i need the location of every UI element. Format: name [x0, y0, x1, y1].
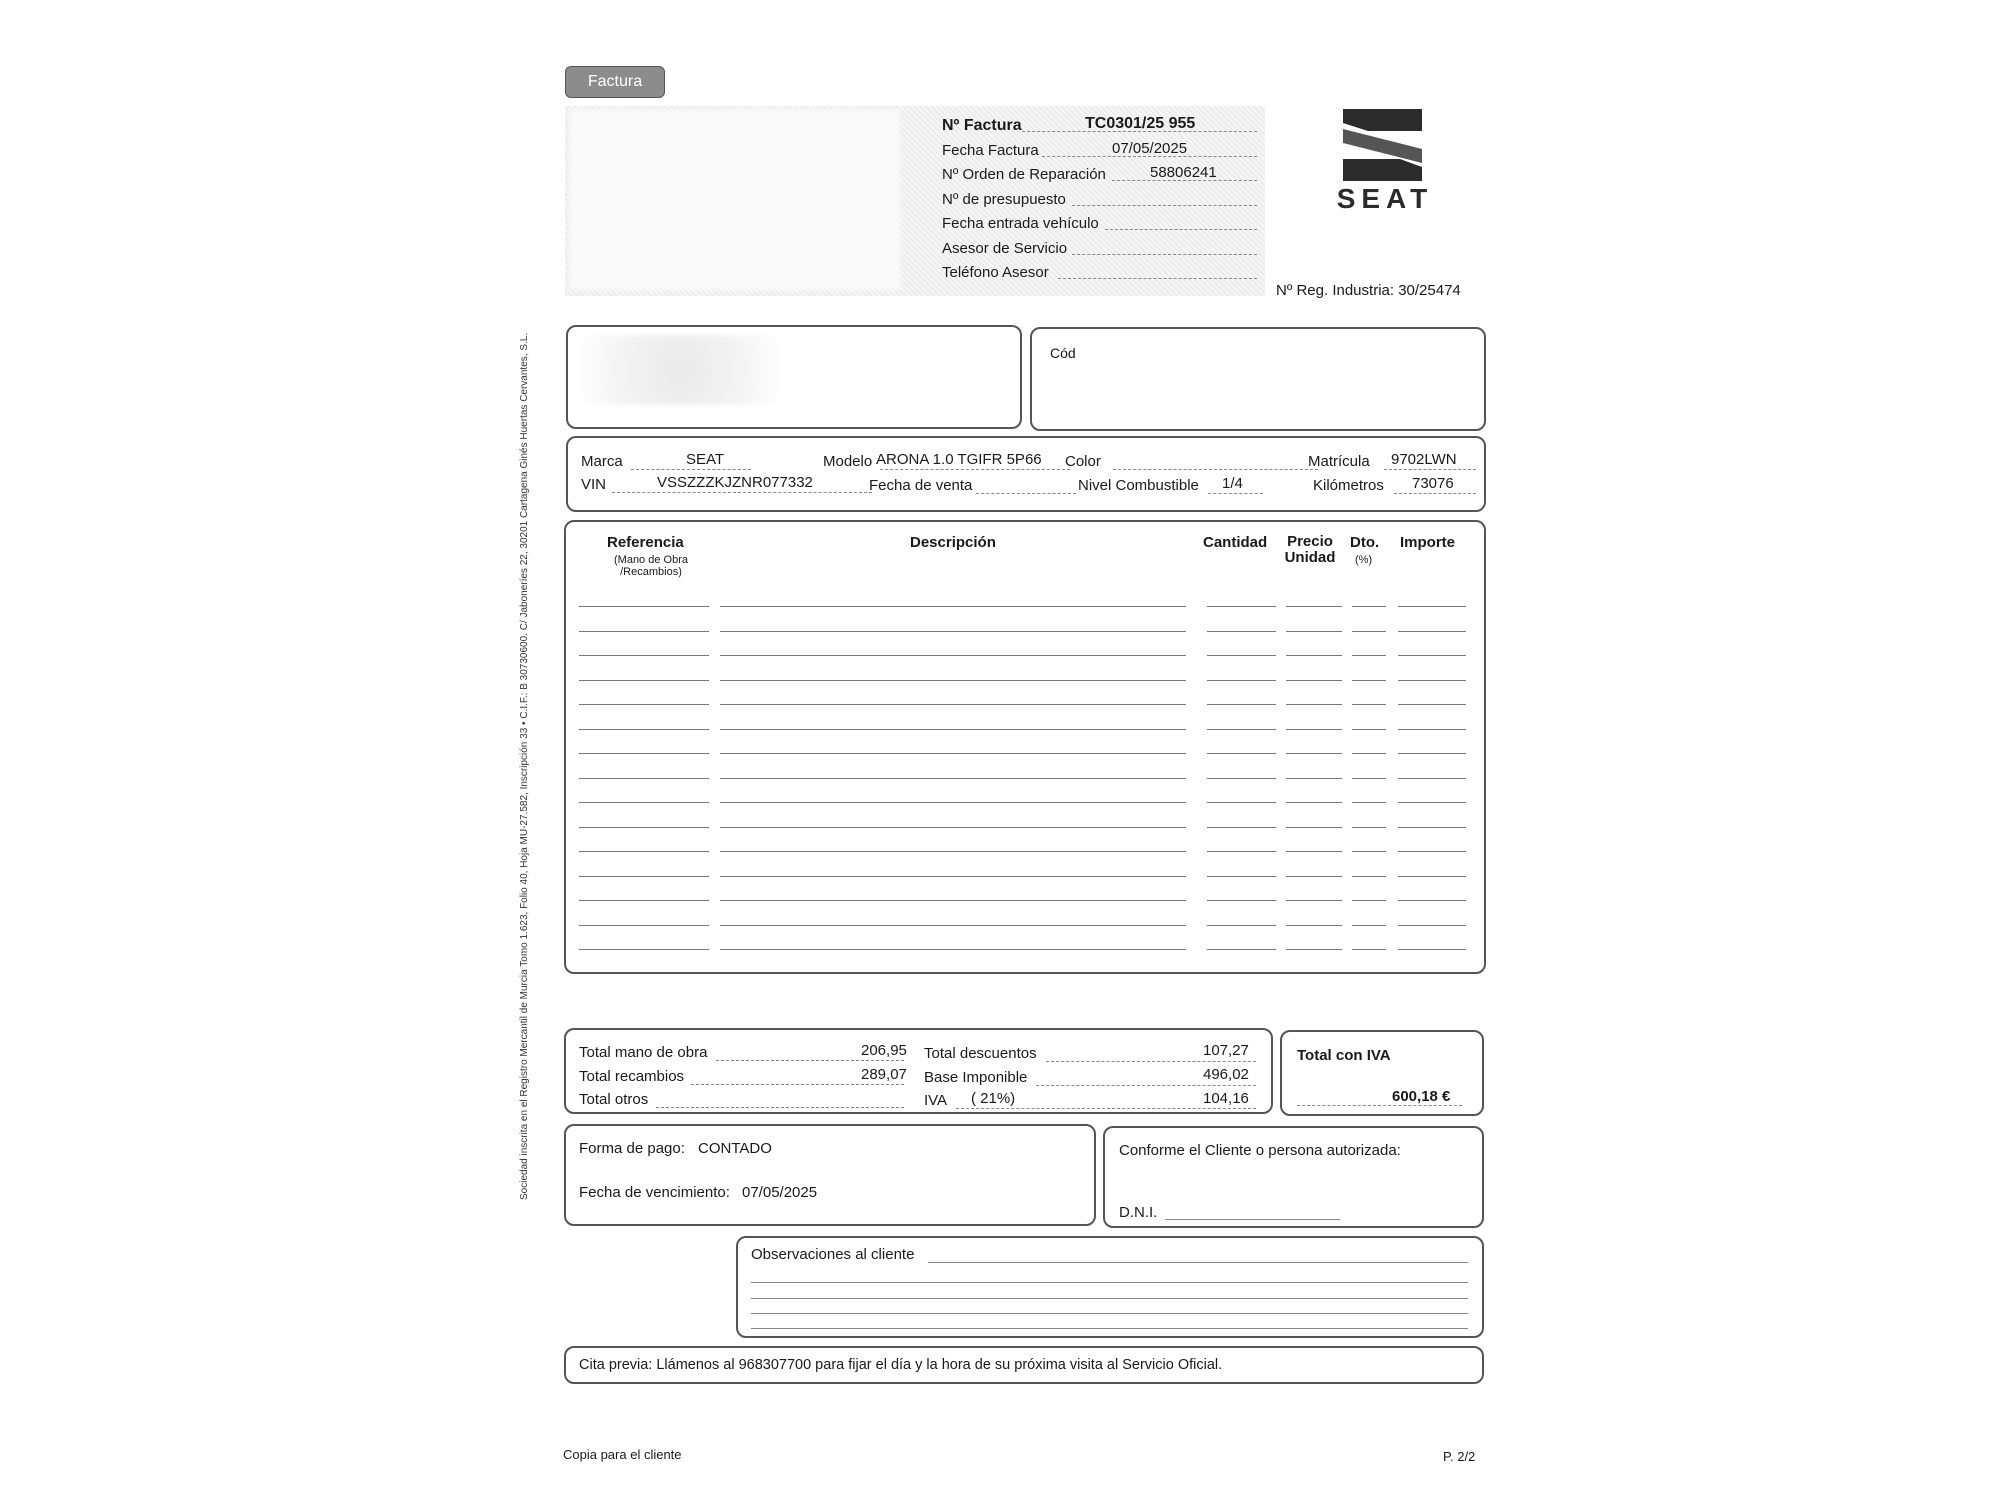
- table-row-line: [579, 680, 709, 681]
- table-row-line: [720, 925, 1186, 926]
- table-row-line: [579, 753, 709, 754]
- invoice-number-label: Nº Factura: [942, 117, 1022, 134]
- table-row-line: [720, 949, 1186, 950]
- table-row-line: [1398, 851, 1466, 852]
- table-row-line: [1398, 704, 1466, 705]
- table-row-line: [1286, 778, 1342, 779]
- invoice-date-label: Fecha Factura: [942, 142, 1039, 159]
- table-row-line: [1398, 631, 1466, 632]
- table-row-line: [1352, 704, 1386, 705]
- table-row-line: [720, 802, 1186, 803]
- table-row-line: [720, 704, 1186, 705]
- table-row-line: [1286, 851, 1342, 852]
- table-row-line: [1352, 900, 1386, 901]
- table-row-line: [1352, 729, 1386, 730]
- model-label: Modelo: [823, 453, 873, 470]
- col-descripcion: Descripción: [910, 534, 996, 551]
- table-row-line: [1352, 778, 1386, 779]
- col-dto-sub: (%): [1355, 554, 1373, 566]
- table-row-line: [1207, 876, 1276, 877]
- table-row-line: [1286, 606, 1342, 607]
- table-row-line: [1286, 827, 1342, 828]
- customer-approval-box: [1103, 1126, 1484, 1228]
- table-row-line: [1352, 851, 1386, 852]
- table-row-line: [579, 876, 709, 877]
- table-row-line: [1352, 606, 1386, 607]
- table-row-line: [1286, 655, 1342, 656]
- appointment-notice: Cita previa: Llámenos al 968307700 para fijar el día y la hora de su próxima visita al Servicio Oficial.: [579, 1357, 1223, 1373]
- parts-total-label: Total recambios: [579, 1068, 685, 1085]
- table-row-line: [1398, 827, 1466, 828]
- table-row-line: [579, 606, 709, 607]
- table-row-line: [1398, 729, 1466, 730]
- table-row-line: [1207, 802, 1276, 803]
- payment-method-label: Forma de pago:: [579, 1140, 685, 1157]
- table-row-line: [1207, 631, 1276, 632]
- table-row-line: [1398, 900, 1466, 901]
- parts-total-value: 289,07: [861, 1066, 907, 1083]
- table-row-line: [720, 606, 1186, 607]
- observations-label: Observaciones al cliente: [751, 1246, 915, 1263]
- table-row-line: [1352, 655, 1386, 656]
- table-row-line: [1286, 925, 1342, 926]
- items-table: [564, 520, 1486, 974]
- plate-value: 9702LWN: [1391, 451, 1457, 468]
- table-row-line: [1207, 704, 1276, 705]
- totals-box: [564, 1028, 1273, 1114]
- labor-total-value: 206,95: [861, 1042, 907, 1059]
- dni-label: D.N.I.: [1119, 1204, 1158, 1221]
- col-referencia: Referencia: [607, 534, 684, 551]
- table-row-line: [579, 778, 709, 779]
- table-row-line: [720, 655, 1186, 656]
- redacted-client-data: [580, 335, 780, 405]
- table-row-line: [720, 876, 1186, 877]
- table-row-line: [1398, 876, 1466, 877]
- copy-label: Copia para el cliente: [563, 1447, 682, 1462]
- customer-approval-label: Conforme el Cliente o persona autorizada:: [1119, 1142, 1401, 1159]
- table-row-line: [579, 949, 709, 950]
- table-row-line: [1286, 949, 1342, 950]
- client-code-box: [1030, 327, 1486, 431]
- observations-box: [736, 1236, 1484, 1338]
- table-row-line: [579, 704, 709, 705]
- taxable-base-label: Base Imponible: [924, 1069, 1028, 1086]
- table-row-line: [1207, 655, 1276, 656]
- table-row-line: [1352, 876, 1386, 877]
- table-row-line: [720, 631, 1186, 632]
- table-row-line: [579, 851, 709, 852]
- vin-value: VSSZZZKJZNR077332: [657, 474, 813, 491]
- labor-total-label: Total mano de obra: [579, 1044, 708, 1061]
- repair-order-label: Nº Orden de Reparación: [942, 166, 1106, 183]
- client-code-label: Cód: [1050, 345, 1076, 361]
- table-row-line: [1398, 802, 1466, 803]
- table-row-line: [720, 900, 1186, 901]
- table-row-line: [579, 655, 709, 656]
- fuel-level-label: Nivel Combustible: [1078, 477, 1199, 494]
- table-row-line: [1352, 827, 1386, 828]
- brand-label: Marca: [581, 453, 623, 470]
- repair-order-value: 58806241: [1150, 164, 1217, 181]
- table-row-line: [1398, 753, 1466, 754]
- col-cantidad: Cantidad: [1203, 534, 1268, 551]
- table-row-line: [1286, 876, 1342, 877]
- table-row-line: [1286, 680, 1342, 681]
- table-row-line: [1207, 729, 1276, 730]
- table-row-line: [1286, 729, 1342, 730]
- grand-total-value: 600,18 €: [1392, 1088, 1451, 1105]
- invoice-date-value: 07/05/2025: [1112, 140, 1188, 157]
- table-row-line: [1207, 753, 1276, 754]
- table-row-line: [1207, 827, 1276, 828]
- table-row-line: [720, 778, 1186, 779]
- vehicle-info-box: [566, 436, 1486, 512]
- grand-total-box: [1280, 1030, 1484, 1116]
- others-total-label: Total otros: [579, 1091, 649, 1108]
- kilometers-value: 73076: [1412, 475, 1454, 492]
- model-value: ARONA 1.0 TGIFR 5P66: [876, 451, 1042, 468]
- table-row-line: [1207, 900, 1276, 901]
- kilometers-label: Kilómetros: [1313, 477, 1384, 494]
- table-row-line: [1398, 655, 1466, 656]
- invoice-number-value: TC0301/25 955: [1085, 115, 1196, 132]
- document-type-badge: Factura: [565, 66, 665, 98]
- table-row-line: [1398, 606, 1466, 607]
- col-referencia-sub: (Mano de Obra /Recambios): [614, 554, 688, 578]
- table-row-line: [1352, 802, 1386, 803]
- due-date-value: 07/05/2025: [742, 1184, 818, 1201]
- plate-label: Matrícula: [1308, 453, 1370, 470]
- payment-method-value: CONTADO: [698, 1140, 772, 1157]
- vat-label: IVA: [924, 1092, 948, 1109]
- table-row-line: [1352, 631, 1386, 632]
- seat-logo: [1310, 105, 1460, 215]
- vat-value: 104,16: [1203, 1090, 1249, 1107]
- table-row-line: [1207, 851, 1276, 852]
- table-row-line: [1207, 606, 1276, 607]
- brand-name: SEAT: [1336, 183, 1434, 214]
- table-row-line: [1286, 900, 1342, 901]
- grand-total-label: Total con IVA: [1297, 1047, 1391, 1064]
- table-row-line: [1286, 704, 1342, 705]
- table-row-line: [720, 851, 1186, 852]
- table-row-line: [579, 631, 709, 632]
- page-number: P. 2/2: [1443, 1449, 1476, 1464]
- service-advisor-label: Asesor de Servicio: [942, 240, 1068, 257]
- col-dto: Dto.: [1350, 534, 1380, 551]
- appointment-notice-box: [564, 1346, 1484, 1384]
- fuel-level-value: 1/4: [1222, 475, 1243, 492]
- table-row-line: [1352, 753, 1386, 754]
- table-row-line: [1207, 949, 1276, 950]
- table-row-line: [720, 753, 1186, 754]
- table-row-line: [1398, 778, 1466, 779]
- company-registry-note: Sociedad inscrita en el Registro Mercantil de Murcia Tomo 1.623, Folio 40, Hoja MU-27.582, Inscripción 33 • C.I.F.: B 30730600. C/ Jaboneríes 22, 30201 Cartagena Ginés Huertas Cervantes, S.L.: [519, 332, 530, 1200]
- vat-rate: ( 21%): [971, 1090, 1016, 1107]
- table-row-line: [1207, 925, 1276, 926]
- table-row-line: [1398, 925, 1466, 926]
- budget-number-label: Nº de presupuesto: [942, 191, 1066, 208]
- table-row-line: [1352, 949, 1386, 950]
- industry-registry: Nº Reg. Industria: 30/25474: [1276, 282, 1461, 299]
- discount-total-label: Total descuentos: [924, 1045, 1037, 1062]
- payment-box: [564, 1124, 1096, 1226]
- table-row-line: [1286, 631, 1342, 632]
- table-row-line: [1352, 680, 1386, 681]
- table-row-line: [1207, 778, 1276, 779]
- table-row-line: [1398, 680, 1466, 681]
- col-precio-unidad: Precio Unidad: [1284, 533, 1336, 566]
- taxable-base-value: 496,02: [1203, 1066, 1249, 1083]
- redacted-company-block: [570, 110, 900, 290]
- table-row-line: [1286, 802, 1342, 803]
- table-row-line: [720, 680, 1186, 681]
- discount-total-value: 107,27: [1203, 1042, 1249, 1059]
- table-row-line: [1286, 753, 1342, 754]
- vin-label: VIN: [581, 476, 607, 493]
- table-row-line: [579, 729, 709, 730]
- advisor-phone-label: Teléfono Asesor: [942, 264, 1049, 281]
- table-row-line: [1207, 680, 1276, 681]
- col-importe: Importe: [1400, 534, 1456, 551]
- seat-s-emblem-icon: [1310, 105, 1460, 185]
- table-row-line: [1352, 925, 1386, 926]
- table-row-line: [579, 900, 709, 901]
- table-row-line: [720, 729, 1186, 730]
- table-row-line: [720, 827, 1186, 828]
- table-row-line: [579, 802, 709, 803]
- vehicle-entry-date-label: Fecha entrada vehículo: [942, 215, 1099, 232]
- table-row-line: [579, 827, 709, 828]
- color-label: Color: [1065, 453, 1101, 470]
- table-row-line: [1398, 949, 1466, 950]
- table-row-line: [579, 925, 709, 926]
- brand-value: SEAT: [686, 451, 725, 468]
- due-date-label: Fecha de vencimiento:: [579, 1184, 730, 1201]
- sale-date-label: Fecha de venta: [869, 477, 973, 494]
